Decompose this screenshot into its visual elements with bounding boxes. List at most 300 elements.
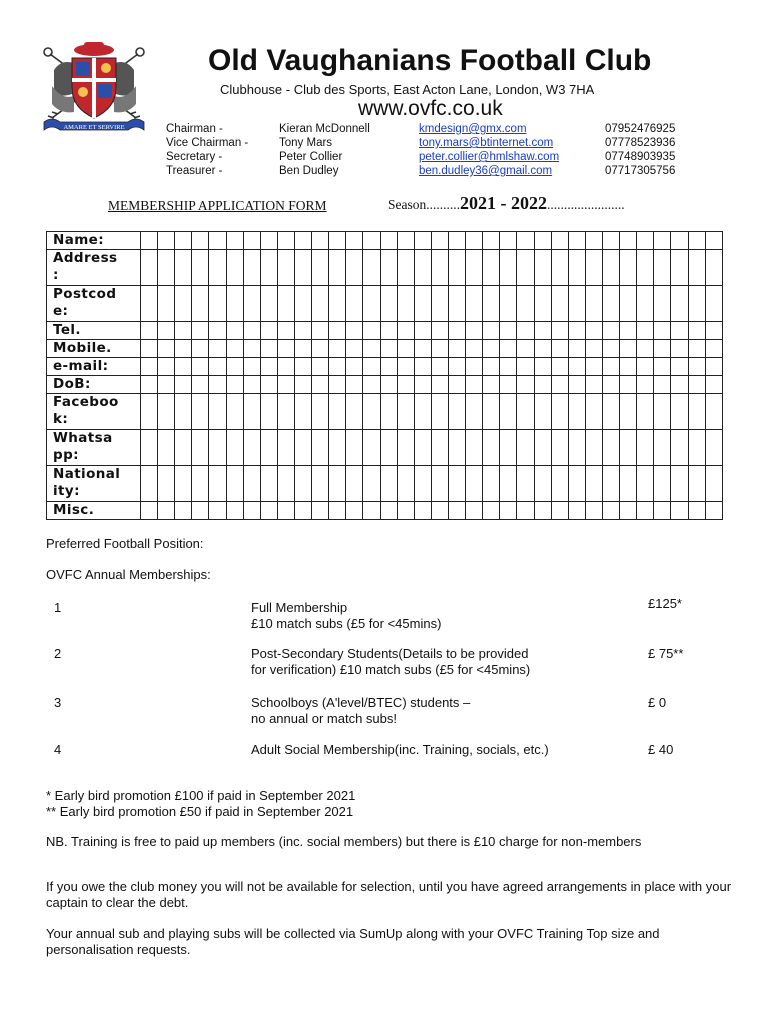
- letter-box[interactable]: [534, 502, 551, 520]
- letter-box[interactable]: [363, 376, 380, 394]
- letter-box[interactable]: [294, 430, 311, 466]
- letter-box[interactable]: [294, 466, 311, 502]
- letter-box[interactable]: [158, 466, 175, 502]
- letter-box[interactable]: [243, 286, 260, 322]
- letter-box[interactable]: [568, 502, 585, 520]
- letter-box[interactable]: [158, 376, 175, 394]
- letter-box[interactable]: [602, 232, 619, 250]
- letter-box[interactable]: [620, 340, 637, 358]
- letter-box[interactable]: [602, 430, 619, 466]
- letter-box[interactable]: [671, 502, 688, 520]
- letter-box[interactable]: [620, 232, 637, 250]
- letter-box[interactable]: [551, 250, 568, 286]
- letter-box[interactable]: [346, 358, 363, 376]
- letter-box[interactable]: [414, 232, 431, 250]
- letter-box[interactable]: [671, 430, 688, 466]
- letter-box[interactable]: [448, 430, 465, 466]
- letter-box[interactable]: [466, 232, 483, 250]
- letter-box[interactable]: [380, 286, 397, 322]
- letter-box[interactable]: [209, 376, 226, 394]
- letter-box[interactable]: [534, 394, 551, 430]
- letter-box[interactable]: [209, 502, 226, 520]
- letter-box[interactable]: [329, 502, 346, 520]
- letter-box[interactable]: [346, 340, 363, 358]
- letter-box[interactable]: [192, 502, 209, 520]
- letter-box[interactable]: [688, 502, 705, 520]
- letter-box[interactable]: [483, 340, 500, 358]
- letter-box[interactable]: [380, 376, 397, 394]
- letter-box[interactable]: [551, 394, 568, 430]
- letter-box[interactable]: [363, 232, 380, 250]
- letter-box[interactable]: [671, 232, 688, 250]
- letter-box[interactable]: [380, 394, 397, 430]
- letter-box[interactable]: [209, 394, 226, 430]
- letter-box[interactable]: [294, 340, 311, 358]
- letter-box[interactable]: [329, 358, 346, 376]
- letter-box[interactable]: [192, 376, 209, 394]
- letter-box[interactable]: [654, 340, 671, 358]
- letter-box[interactable]: [363, 394, 380, 430]
- letter-box[interactable]: [226, 466, 243, 502]
- letter-box[interactable]: [158, 250, 175, 286]
- letter-box[interactable]: [260, 430, 277, 466]
- letter-box[interactable]: [483, 358, 500, 376]
- letter-box[interactable]: [209, 322, 226, 340]
- letter-box[interactable]: [483, 250, 500, 286]
- letter-box[interactable]: [585, 430, 602, 466]
- letter-box[interactable]: [534, 430, 551, 466]
- letter-box[interactable]: [688, 394, 705, 430]
- letter-box[interactable]: [466, 358, 483, 376]
- letter-box[interactable]: [192, 286, 209, 322]
- letter-box[interactable]: [551, 232, 568, 250]
- letter-box[interactable]: [448, 232, 465, 250]
- letter-box[interactable]: [141, 502, 158, 520]
- letter-box[interactable]: [483, 376, 500, 394]
- letter-box[interactable]: [414, 466, 431, 502]
- letter-box[interactable]: [585, 376, 602, 394]
- letter-box[interactable]: [363, 466, 380, 502]
- letter-box[interactable]: [585, 322, 602, 340]
- letter-box[interactable]: [568, 394, 585, 430]
- letter-box[interactable]: [397, 376, 414, 394]
- letter-box[interactable]: [243, 250, 260, 286]
- letter-box[interactable]: [568, 232, 585, 250]
- letter-box[interactable]: [585, 466, 602, 502]
- letter-box[interactable]: [431, 430, 448, 466]
- letter-box[interactable]: [551, 358, 568, 376]
- letter-box[interactable]: [175, 322, 192, 340]
- letter-box[interactable]: [243, 502, 260, 520]
- letter-box[interactable]: [551, 430, 568, 466]
- letter-box[interactable]: [483, 430, 500, 466]
- letter-box[interactable]: [534, 376, 551, 394]
- letter-box[interactable]: [294, 358, 311, 376]
- letter-box[interactable]: [500, 322, 517, 340]
- letter-box[interactable]: [260, 466, 277, 502]
- letter-box[interactable]: [141, 358, 158, 376]
- letter-box[interactable]: [637, 322, 654, 340]
- letter-box[interactable]: [551, 340, 568, 358]
- letter-box[interactable]: [448, 376, 465, 394]
- officer-email-link[interactable]: kmdesign@gmx.com: [419, 123, 527, 135]
- letter-box[interactable]: [448, 286, 465, 322]
- letter-box[interactable]: [158, 502, 175, 520]
- letter-box[interactable]: [141, 430, 158, 466]
- letter-box[interactable]: [517, 394, 534, 430]
- letter-box[interactable]: [431, 340, 448, 358]
- letter-box[interactable]: [585, 358, 602, 376]
- letter-box[interactable]: [260, 232, 277, 250]
- letter-box[interactable]: [158, 340, 175, 358]
- letter-box[interactable]: [500, 376, 517, 394]
- letter-box[interactable]: [500, 394, 517, 430]
- letter-box[interactable]: [654, 502, 671, 520]
- letter-box[interactable]: [534, 232, 551, 250]
- letter-box[interactable]: [517, 232, 534, 250]
- letter-box[interactable]: [688, 250, 705, 286]
- letter-box[interactable]: [158, 322, 175, 340]
- letter-box[interactable]: [431, 376, 448, 394]
- letter-box[interactable]: [568, 340, 585, 358]
- letter-box[interactable]: [363, 250, 380, 286]
- letter-box[interactable]: [209, 250, 226, 286]
- letter-box[interactable]: [637, 502, 654, 520]
- letter-box[interactable]: [294, 322, 311, 340]
- letter-box[interactable]: [243, 376, 260, 394]
- letter-box[interactable]: [568, 250, 585, 286]
- letter-box[interactable]: [483, 322, 500, 340]
- letter-box[interactable]: [294, 232, 311, 250]
- letter-box[interactable]: [671, 394, 688, 430]
- letter-box[interactable]: [209, 466, 226, 502]
- letter-box[interactable]: [346, 250, 363, 286]
- letter-box[interactable]: [637, 466, 654, 502]
- letter-box[interactable]: [500, 358, 517, 376]
- letter-box[interactable]: [397, 286, 414, 322]
- letter-box[interactable]: [431, 322, 448, 340]
- letter-box[interactable]: [466, 376, 483, 394]
- letter-box[interactable]: [226, 376, 243, 394]
- letter-box[interactable]: [243, 430, 260, 466]
- letter-box[interactable]: [637, 358, 654, 376]
- letter-box[interactable]: [500, 466, 517, 502]
- letter-box[interactable]: [397, 250, 414, 286]
- letter-box[interactable]: [277, 286, 294, 322]
- letter-box[interactable]: [312, 358, 329, 376]
- letter-box[interactable]: [431, 466, 448, 502]
- letter-box[interactable]: [243, 340, 260, 358]
- letter-box[interactable]: [329, 250, 346, 286]
- letter-box[interactable]: [620, 376, 637, 394]
- letter-box[interactable]: [226, 430, 243, 466]
- letter-box[interactable]: [688, 376, 705, 394]
- letter-box[interactable]: [226, 232, 243, 250]
- letter-box[interactable]: [380, 502, 397, 520]
- letter-box[interactable]: [568, 286, 585, 322]
- letter-box[interactable]: [431, 358, 448, 376]
- letter-box[interactable]: [517, 502, 534, 520]
- letter-box[interactable]: [175, 502, 192, 520]
- letter-box[interactable]: [192, 322, 209, 340]
- letter-box[interactable]: [585, 250, 602, 286]
- letter-box[interactable]: [209, 358, 226, 376]
- letter-box[interactable]: [329, 376, 346, 394]
- letter-box[interactable]: [260, 394, 277, 430]
- letter-box[interactable]: [705, 358, 722, 376]
- letter-box[interactable]: [466, 286, 483, 322]
- letter-box[interactable]: [226, 358, 243, 376]
- letter-box[interactable]: [517, 340, 534, 358]
- letter-box[interactable]: [141, 250, 158, 286]
- letter-box[interactable]: [654, 232, 671, 250]
- letter-box[interactable]: [397, 502, 414, 520]
- letter-box[interactable]: [517, 358, 534, 376]
- letter-box[interactable]: [602, 502, 619, 520]
- letter-box[interactable]: [431, 394, 448, 430]
- letter-box[interactable]: [602, 250, 619, 286]
- letter-box[interactable]: [329, 322, 346, 340]
- letter-box[interactable]: [534, 466, 551, 502]
- letter-box[interactable]: [363, 286, 380, 322]
- letter-box[interactable]: [431, 502, 448, 520]
- letter-box[interactable]: [483, 232, 500, 250]
- letter-box[interactable]: [534, 286, 551, 322]
- letter-box[interactable]: [585, 232, 602, 250]
- letter-box[interactable]: [466, 322, 483, 340]
- letter-box[interactable]: [448, 250, 465, 286]
- letter-box[interactable]: [260, 358, 277, 376]
- letter-box[interactable]: [602, 394, 619, 430]
- letter-box[interactable]: [346, 286, 363, 322]
- letter-box[interactable]: [397, 322, 414, 340]
- letter-box[interactable]: [346, 502, 363, 520]
- letter-box[interactable]: [294, 250, 311, 286]
- letter-box[interactable]: [397, 430, 414, 466]
- letter-box[interactable]: [585, 394, 602, 430]
- letter-box[interactable]: [277, 394, 294, 430]
- letter-box[interactable]: [260, 502, 277, 520]
- letter-box[interactable]: [414, 394, 431, 430]
- letter-box[interactable]: [671, 322, 688, 340]
- letter-box[interactable]: [380, 358, 397, 376]
- letter-box[interactable]: [620, 250, 637, 286]
- letter-box[interactable]: [312, 502, 329, 520]
- letter-box[interactable]: [568, 466, 585, 502]
- letter-box[interactable]: [551, 466, 568, 502]
- letter-box[interactable]: [294, 502, 311, 520]
- letter-box[interactable]: [602, 286, 619, 322]
- letter-box[interactable]: [585, 340, 602, 358]
- letter-box[interactable]: [517, 286, 534, 322]
- letter-box[interactable]: [705, 232, 722, 250]
- officer-email-link[interactable]: ben.dudley36@gmail.com: [419, 165, 553, 177]
- letter-box[interactable]: [637, 232, 654, 250]
- letter-box[interactable]: [671, 340, 688, 358]
- letter-box[interactable]: [568, 358, 585, 376]
- letter-box[interactable]: [602, 376, 619, 394]
- letter-box[interactable]: [141, 322, 158, 340]
- letter-box[interactable]: [517, 466, 534, 502]
- officer-email-link[interactable]: tony.mars@btinternet.com: [419, 137, 554, 149]
- letter-box[interactable]: [363, 358, 380, 376]
- letter-box[interactable]: [346, 322, 363, 340]
- letter-box[interactable]: [312, 322, 329, 340]
- letter-box[interactable]: [414, 358, 431, 376]
- letter-box[interactable]: [517, 322, 534, 340]
- letter-box[interactable]: [397, 340, 414, 358]
- letter-box[interactable]: [243, 358, 260, 376]
- letter-box[interactable]: [175, 286, 192, 322]
- letter-box[interactable]: [688, 358, 705, 376]
- letter-box[interactable]: [380, 232, 397, 250]
- letter-box[interactable]: [363, 340, 380, 358]
- letter-box[interactable]: [277, 250, 294, 286]
- letter-box[interactable]: [346, 466, 363, 502]
- letter-box[interactable]: [705, 322, 722, 340]
- letter-box[interactable]: [688, 232, 705, 250]
- letter-box[interactable]: [209, 430, 226, 466]
- letter-box[interactable]: [209, 340, 226, 358]
- letter-box[interactable]: [517, 430, 534, 466]
- letter-box[interactable]: [620, 466, 637, 502]
- letter-box[interactable]: [277, 340, 294, 358]
- letter-box[interactable]: [277, 466, 294, 502]
- letter-box[interactable]: [175, 376, 192, 394]
- letter-box[interactable]: [534, 322, 551, 340]
- letter-box[interactable]: [551, 376, 568, 394]
- letter-box[interactable]: [671, 250, 688, 286]
- letter-box[interactable]: [466, 250, 483, 286]
- letter-box[interactable]: [226, 394, 243, 430]
- letter-box[interactable]: [637, 430, 654, 466]
- letter-box[interactable]: [414, 430, 431, 466]
- letter-box[interactable]: [158, 286, 175, 322]
- letter-box[interactable]: [243, 322, 260, 340]
- letter-box[interactable]: [414, 340, 431, 358]
- letter-box[interactable]: [277, 358, 294, 376]
- letter-box[interactable]: [277, 322, 294, 340]
- letter-box[interactable]: [192, 232, 209, 250]
- letter-box[interactable]: [380, 430, 397, 466]
- letter-box[interactable]: [141, 466, 158, 502]
- letter-box[interactable]: [141, 394, 158, 430]
- letter-box[interactable]: [602, 358, 619, 376]
- letter-box[interactable]: [500, 430, 517, 466]
- letter-box[interactable]: [329, 430, 346, 466]
- letter-box[interactable]: [243, 394, 260, 430]
- letter-box[interactable]: [620, 430, 637, 466]
- letter-box[interactable]: [380, 466, 397, 502]
- letter-box[interactable]: [346, 376, 363, 394]
- letter-box[interactable]: [654, 466, 671, 502]
- letter-box[interactable]: [226, 340, 243, 358]
- letter-box[interactable]: [602, 466, 619, 502]
- club-website[interactable]: www.ovfc.co.uk: [358, 97, 503, 120]
- letter-box[interactable]: [500, 502, 517, 520]
- letter-box[interactable]: [654, 376, 671, 394]
- letter-box[interactable]: [192, 394, 209, 430]
- letter-box[interactable]: [654, 250, 671, 286]
- letter-box[interactable]: [397, 394, 414, 430]
- letter-box[interactable]: [346, 394, 363, 430]
- letter-box[interactable]: [329, 340, 346, 358]
- letter-box[interactable]: [517, 376, 534, 394]
- letter-box[interactable]: [585, 502, 602, 520]
- letter-box[interactable]: [294, 286, 311, 322]
- letter-box[interactable]: [175, 232, 192, 250]
- letter-box[interactable]: [277, 430, 294, 466]
- letter-box[interactable]: [448, 394, 465, 430]
- letter-box[interactable]: [483, 286, 500, 322]
- letter-box[interactable]: [192, 250, 209, 286]
- letter-box[interactable]: [466, 394, 483, 430]
- letter-box[interactable]: [414, 376, 431, 394]
- letter-box[interactable]: [568, 322, 585, 340]
- letter-box[interactable]: [448, 322, 465, 340]
- letter-box[interactable]: [243, 466, 260, 502]
- letter-box[interactable]: [517, 250, 534, 286]
- letter-box[interactable]: [483, 502, 500, 520]
- letter-box[interactable]: [158, 394, 175, 430]
- letter-box[interactable]: [705, 376, 722, 394]
- letter-box[interactable]: [466, 466, 483, 502]
- letter-box[interactable]: [277, 502, 294, 520]
- letter-box[interactable]: [312, 232, 329, 250]
- letter-box[interactable]: [671, 376, 688, 394]
- letter-box[interactable]: [260, 376, 277, 394]
- letter-box[interactable]: [637, 286, 654, 322]
- letter-box[interactable]: [431, 232, 448, 250]
- letter-box[interactable]: [397, 466, 414, 502]
- letter-box[interactable]: [637, 376, 654, 394]
- letter-box[interactable]: [568, 430, 585, 466]
- letter-box[interactable]: [466, 430, 483, 466]
- letter-box[interactable]: [329, 394, 346, 430]
- letter-box[interactable]: [158, 430, 175, 466]
- letter-box[interactable]: [380, 340, 397, 358]
- letter-box[interactable]: [448, 466, 465, 502]
- letter-box[interactable]: [346, 232, 363, 250]
- letter-box[interactable]: [534, 250, 551, 286]
- letter-box[interactable]: [192, 358, 209, 376]
- letter-box[interactable]: [175, 394, 192, 430]
- letter-box[interactable]: [226, 250, 243, 286]
- letter-box[interactable]: [141, 286, 158, 322]
- letter-box[interactable]: [466, 502, 483, 520]
- letter-box[interactable]: [654, 394, 671, 430]
- letter-box[interactable]: [585, 286, 602, 322]
- letter-box[interactable]: [363, 502, 380, 520]
- letter-box[interactable]: [620, 394, 637, 430]
- letter-box[interactable]: [414, 322, 431, 340]
- letter-box[interactable]: [500, 286, 517, 322]
- letter-box[interactable]: [175, 358, 192, 376]
- letter-box[interactable]: [551, 286, 568, 322]
- letter-box[interactable]: [175, 250, 192, 286]
- letter-box[interactable]: [312, 430, 329, 466]
- letter-box[interactable]: [192, 466, 209, 502]
- letter-box[interactable]: [226, 322, 243, 340]
- letter-box[interactable]: [294, 394, 311, 430]
- letter-box[interactable]: [192, 430, 209, 466]
- letter-box[interactable]: [397, 358, 414, 376]
- letter-box[interactable]: [414, 502, 431, 520]
- letter-box[interactable]: [671, 286, 688, 322]
- letter-box[interactable]: [277, 232, 294, 250]
- letter-box[interactable]: [414, 286, 431, 322]
- letter-box[interactable]: [397, 232, 414, 250]
